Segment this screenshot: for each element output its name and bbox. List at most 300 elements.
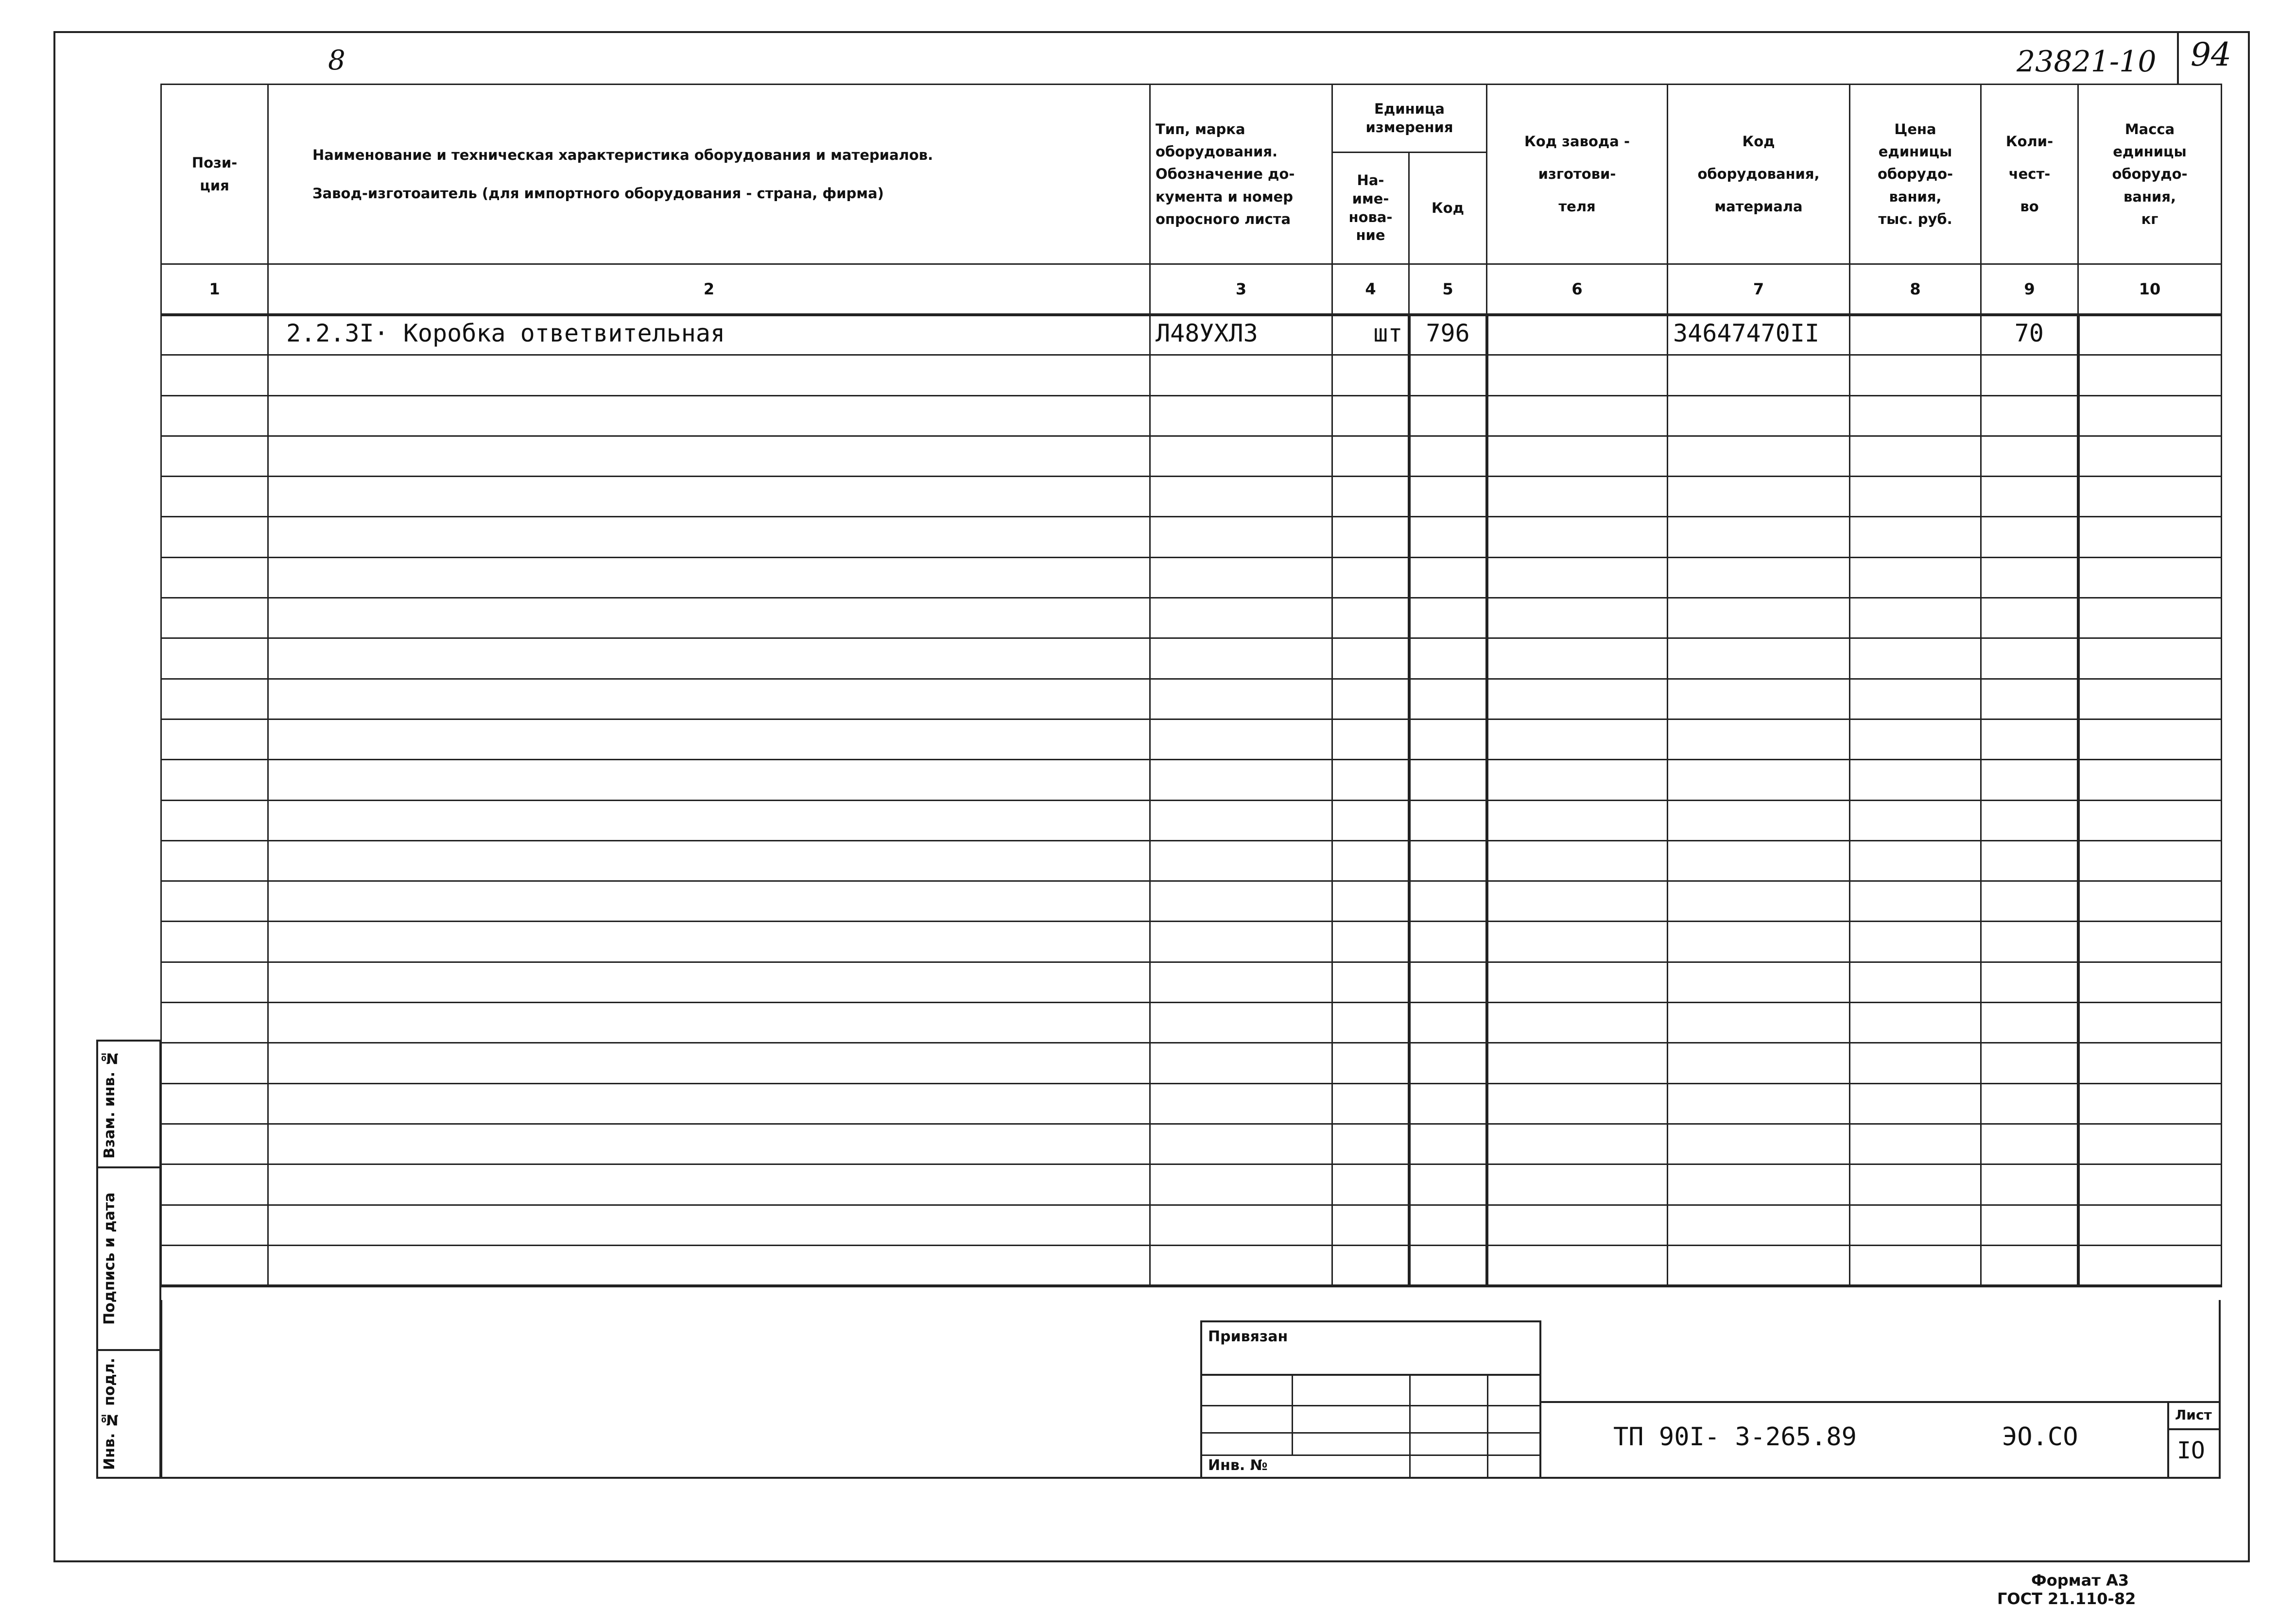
table-cell — [2078, 1083, 2222, 1124]
table-row — [161, 395, 2222, 436]
table-row — [161, 800, 2222, 840]
table-cell — [2078, 517, 2222, 557]
col-header-mass: Масса единицы оборудо- вания, кг — [2078, 85, 2222, 264]
col-header-unit-group: Единица измерения — [1332, 85, 1487, 153]
table-cell — [268, 598, 1150, 638]
table-cell — [1332, 1124, 1409, 1164]
table-row — [161, 436, 2222, 476]
table-cell — [1332, 800, 1409, 840]
sheet-label: Лист — [2175, 1407, 2212, 1423]
table-cell — [268, 1124, 1150, 1164]
table-cell — [2078, 477, 2222, 517]
table-cell — [1487, 719, 1668, 759]
table-cell — [1981, 719, 2078, 759]
table-cell — [1668, 1083, 1850, 1124]
cell-name: 2.2.3I· Коробка ответвительная — [268, 315, 1150, 355]
table-row — [161, 1124, 2222, 1164]
table-cell — [1668, 355, 1850, 395]
table-cell — [268, 800, 1150, 840]
table-cell — [1409, 800, 1487, 840]
table-cell — [1668, 840, 1850, 881]
table-cell — [161, 760, 268, 800]
table-cell — [268, 436, 1150, 476]
table-cell — [161, 436, 268, 476]
cell-unit-code: 796 — [1409, 315, 1487, 355]
table-cell — [1332, 1245, 1409, 1285]
table-cell — [161, 1043, 268, 1083]
table-cell — [161, 719, 268, 759]
table-cell — [268, 395, 1150, 436]
table-row — [161, 1083, 2222, 1124]
table-cell — [1150, 922, 1332, 962]
table-cell — [1981, 800, 2078, 840]
table-row — [161, 881, 2222, 922]
table-cell — [1668, 395, 1850, 436]
table-cell — [1409, 517, 1487, 557]
table-row — [161, 598, 2222, 638]
table-cell — [2078, 962, 2222, 1002]
table-cell — [1409, 679, 1487, 719]
table-cell — [1850, 477, 1981, 517]
table-cell — [1487, 436, 1668, 476]
table-cell — [268, 760, 1150, 800]
table-cell — [1981, 1003, 2078, 1043]
table-cell — [161, 922, 268, 962]
table-row — [161, 840, 2222, 881]
table-cell — [1150, 840, 1332, 881]
table-cell — [2078, 1124, 2222, 1164]
table-cell — [1668, 1205, 1850, 1245]
table-cell — [1850, 1083, 1981, 1124]
table-cell — [1409, 1205, 1487, 1245]
table-cell — [1487, 1164, 1668, 1205]
strip-replaced-inv-label: Взам. инв. № — [101, 1049, 118, 1159]
table-cell — [1409, 840, 1487, 881]
table-cell — [1668, 962, 1850, 1002]
page-number-handwritten: 8 — [328, 45, 345, 76]
table-cell — [1487, 962, 1668, 1002]
cell-price — [1850, 315, 1981, 355]
attached-stamp — [1200, 1320, 1541, 1479]
table-cell — [2078, 1043, 2222, 1083]
table-cell — [1850, 355, 1981, 395]
table-cell — [161, 881, 268, 922]
table-cell — [1668, 1245, 1850, 1285]
table-row — [161, 719, 2222, 759]
title-block-top-line — [1541, 1401, 2221, 1403]
table-cell — [1487, 355, 1668, 395]
table-cell — [1850, 638, 1981, 679]
table-cell — [161, 800, 268, 840]
table-cell — [1668, 517, 1850, 557]
table-cell — [2078, 719, 2222, 759]
table-row — [161, 922, 2222, 962]
table-cell — [1150, 719, 1332, 759]
table-cell — [2078, 598, 2222, 638]
table-cell — [1850, 679, 1981, 719]
table-cell — [1332, 922, 1409, 962]
table-cell — [1668, 800, 1850, 840]
section-code: ЭО.СО — [2002, 1422, 2078, 1452]
table-row — [161, 1164, 2222, 1205]
table-cell — [161, 517, 268, 557]
attached-label: Привязан — [1208, 1328, 1288, 1345]
table-cell — [1487, 1205, 1668, 1245]
table-cell — [1332, 1205, 1409, 1245]
table-cell — [1981, 881, 2078, 922]
table-cell — [1487, 1043, 1668, 1083]
table-cell — [1668, 679, 1850, 719]
table-row — [161, 477, 2222, 517]
table-cell — [1332, 517, 1409, 557]
table-cell — [161, 355, 268, 395]
table-cell — [1487, 1083, 1668, 1124]
col-num-1: 1 — [161, 264, 268, 315]
table-cell — [1850, 395, 1981, 436]
table-cell — [1409, 881, 1487, 922]
table-cell — [1150, 962, 1332, 1002]
table-cell — [1981, 1245, 2078, 1285]
table-cell — [161, 1164, 268, 1205]
table-cell — [2078, 436, 2222, 476]
table-cell — [1332, 477, 1409, 517]
table-cell — [1850, 1003, 1981, 1043]
table-cell — [1487, 598, 1668, 638]
table-cell — [1150, 1124, 1332, 1164]
table-cell — [161, 557, 268, 598]
table-cell — [1150, 1043, 1332, 1083]
table-cell — [268, 1245, 1150, 1285]
table-cell — [1981, 760, 2078, 800]
table-row — [161, 1245, 2222, 1285]
table-cell — [1668, 1164, 1850, 1205]
table-cell — [1668, 719, 1850, 759]
table-cell — [161, 1003, 268, 1043]
table-cell — [1150, 1164, 1332, 1205]
table-cell — [1409, 638, 1487, 679]
table-cell — [1487, 1003, 1668, 1043]
table-cell — [1332, 638, 1409, 679]
strip-original-inv-label: Инв. № подл. — [101, 1357, 118, 1471]
table-row — [161, 517, 2222, 557]
table-row — [161, 1205, 2222, 1245]
table-cell — [1981, 598, 2078, 638]
table-cell — [1409, 1245, 1487, 1285]
table-cell — [161, 638, 268, 679]
table-cell — [1409, 1124, 1487, 1164]
cell-equipment-code: 34647470II — [1668, 315, 1850, 355]
table-cell — [1409, 962, 1487, 1002]
table-cell — [1981, 557, 2078, 598]
table-cell — [1332, 840, 1409, 881]
cell-quantity: 70 — [1981, 315, 2078, 355]
col-num-4: 4 — [1332, 264, 1409, 315]
table-cell — [1332, 598, 1409, 638]
table-cell — [2078, 760, 2222, 800]
sheet-number-corner: 94 — [2191, 36, 2231, 73]
table-cell — [1409, 760, 1487, 800]
table-cell — [1668, 881, 1850, 922]
table-cell — [1332, 1164, 1409, 1205]
col-header-equipment-code: Код оборудования, материала — [1668, 85, 1850, 264]
table-cell — [1850, 557, 1981, 598]
table-cell — [1332, 760, 1409, 800]
table-cell — [2078, 1164, 2222, 1205]
table-cell — [1850, 1124, 1981, 1164]
table-cell — [1332, 962, 1409, 1002]
table-cell — [1487, 477, 1668, 517]
table-cell — [1981, 679, 2078, 719]
table-cell — [1981, 962, 2078, 1002]
table-cell — [2078, 395, 2222, 436]
table-cell — [1850, 1043, 1981, 1083]
table-cell — [1332, 1083, 1409, 1124]
table-cell — [268, 922, 1150, 962]
table-cell — [1409, 395, 1487, 436]
table-cell — [1850, 1245, 1981, 1285]
table-cell — [268, 477, 1150, 517]
table-cell — [1981, 1043, 2078, 1083]
specification-table — [160, 84, 2222, 1287]
table-cell — [268, 679, 1150, 719]
table-cell — [2078, 355, 2222, 395]
table-cell — [2078, 638, 2222, 679]
table-cell — [161, 962, 268, 1002]
table-cell — [1850, 881, 1981, 922]
table-cell — [268, 1205, 1150, 1245]
col-num-6: 6 — [1487, 264, 1668, 315]
table-cell — [1850, 1205, 1981, 1245]
strip-replaced-inv — [96, 1040, 161, 1168]
table-cell — [1409, 1083, 1487, 1124]
col-num-9: 9 — [1981, 264, 2078, 315]
document-code: ТП 90I- 3-265.89 — [1613, 1422, 1857, 1452]
table-cell — [1487, 1124, 1668, 1164]
table-cell — [268, 719, 1150, 759]
table-cell — [1981, 1124, 2078, 1164]
table-cell — [1150, 1205, 1332, 1245]
table-cell — [1150, 1245, 1332, 1285]
col-header-name: Наименование и техническая характеристика оборудования и материалов. Завод-изготоаитель (для импортного оборудования - страна, фирма) — [268, 85, 1150, 264]
table-cell — [1409, 1003, 1487, 1043]
table-cell — [1487, 557, 1668, 598]
standard-label: ГОСТ 21.110-82 — [1997, 1590, 2136, 1608]
table-cell — [1409, 355, 1487, 395]
table-cell — [1981, 436, 2078, 476]
inv-no-label: Инв. № — [1208, 1457, 1268, 1474]
table-cell — [1487, 840, 1668, 881]
format-label: Формат А3 — [2031, 1571, 2129, 1590]
archive-number: 23821-10 — [2017, 45, 2157, 79]
table-cell — [1981, 1205, 2078, 1245]
table-cell — [2078, 557, 2222, 598]
table-cell — [268, 638, 1150, 679]
column-number-row — [161, 264, 2222, 315]
table-cell — [268, 1083, 1150, 1124]
table-row — [161, 1043, 2222, 1083]
sheet-box — [2167, 1403, 2221, 1479]
table-cell — [1332, 1043, 1409, 1083]
table-cell — [1409, 436, 1487, 476]
table-cell — [1150, 355, 1332, 395]
table-cell — [268, 1003, 1150, 1043]
table-cell — [161, 1245, 268, 1285]
table-cell — [1150, 760, 1332, 800]
table-cell — [1409, 1164, 1487, 1205]
table-cell — [161, 598, 268, 638]
col-num-5: 5 — [1409, 264, 1487, 315]
table-cell — [1332, 557, 1409, 598]
table-cell — [1487, 760, 1668, 800]
table-cell — [161, 679, 268, 719]
table-row — [161, 557, 2222, 598]
table-cell — [2078, 922, 2222, 962]
table-cell — [1332, 395, 1409, 436]
table-cell — [1981, 1164, 2078, 1205]
table-cell — [161, 1083, 268, 1124]
table-cell — [1150, 638, 1332, 679]
table-cell — [1850, 436, 1981, 476]
table-row — [161, 315, 2222, 355]
table-cell — [1409, 719, 1487, 759]
table-cell — [1668, 922, 1850, 962]
table-cell — [1668, 760, 1850, 800]
table-cell — [1668, 1124, 1850, 1164]
table-cell — [1150, 598, 1332, 638]
table-cell — [1981, 922, 2078, 962]
table-cell — [1487, 922, 1668, 962]
table-cell — [268, 557, 1150, 598]
table-cell — [1981, 477, 2078, 517]
table-cell — [1981, 395, 2078, 436]
table-cell — [1150, 395, 1332, 436]
table-row — [161, 679, 2222, 719]
table-cell — [2078, 1003, 2222, 1043]
table-cell — [1850, 1164, 1981, 1205]
table-cell — [2078, 1245, 2222, 1285]
table-cell — [2078, 800, 2222, 840]
table-cell — [1150, 1083, 1332, 1124]
table-cell — [161, 1205, 268, 1245]
table-cell — [1409, 598, 1487, 638]
table-cell — [161, 1124, 268, 1164]
table-cell — [1850, 962, 1981, 1002]
table-cell — [268, 517, 1150, 557]
col-header-quantity: Коли- чест- во — [1981, 85, 2078, 264]
table-cell — [1981, 355, 2078, 395]
table-cell — [1668, 436, 1850, 476]
col-num-7: 7 — [1668, 264, 1850, 315]
table-cell — [1409, 557, 1487, 598]
table-cell — [1850, 719, 1981, 759]
table-cell — [1487, 800, 1668, 840]
table-cell — [1487, 881, 1668, 922]
table-cell — [268, 840, 1150, 881]
strip-signature-date-label: Подпись и дата — [101, 1192, 118, 1325]
table-cell — [1332, 436, 1409, 476]
empty-rows — [161, 355, 2222, 1286]
table-cell — [1981, 840, 2078, 881]
table-row — [161, 962, 2222, 1002]
col-num-2: 2 — [268, 264, 1150, 315]
table-row — [161, 638, 2222, 679]
cell-position — [161, 315, 268, 355]
col-header-price: Цена единицы оборудо- вания, тыс. руб. — [1850, 85, 1981, 264]
table-cell — [1850, 760, 1981, 800]
sheet-number-corner-box — [2177, 31, 2250, 85]
table-cell — [1668, 1043, 1850, 1083]
table-cell — [1150, 881, 1332, 922]
table-cell — [1332, 679, 1409, 719]
table-cell — [268, 962, 1150, 1002]
table-cell — [1850, 840, 1981, 881]
table-cell — [268, 1043, 1150, 1083]
table-cell — [1332, 355, 1409, 395]
table-cell — [1487, 679, 1668, 719]
table-cell — [268, 355, 1150, 395]
table-cell — [1150, 557, 1332, 598]
table-cell — [1487, 395, 1668, 436]
cell-type: Л48УХЛ3 — [1150, 315, 1332, 355]
table-cell — [161, 840, 268, 881]
col-num-10: 10 — [2078, 264, 2222, 315]
table-row — [161, 760, 2222, 800]
table-cell — [1850, 800, 1981, 840]
table-cell — [1150, 1003, 1332, 1043]
sheet-value: IO — [2177, 1437, 2205, 1464]
col-header-plant-code: Код завода - изготови- теля — [1487, 85, 1668, 264]
strip-original-inv — [96, 1349, 161, 1479]
col-header-position: Пози- ция — [161, 85, 268, 264]
col-num-3: 3 — [1150, 264, 1332, 315]
table-cell — [1668, 477, 1850, 517]
table-cell — [161, 395, 268, 436]
table-cell — [1668, 638, 1850, 679]
table-cell — [2078, 881, 2222, 922]
cell-mass — [2078, 315, 2222, 355]
table-cell — [1487, 1245, 1668, 1285]
table-cell — [1487, 638, 1668, 679]
table-cell — [1409, 477, 1487, 517]
table-cell — [2078, 679, 2222, 719]
table-cell — [1850, 922, 1981, 962]
col-num-8: 8 — [1850, 264, 1981, 315]
col-header-type: Тип, марка оборудования. Обозначение до- кумента и номер опросного листа — [1150, 85, 1332, 264]
table-row — [161, 1003, 2222, 1043]
table-cell — [1850, 517, 1981, 557]
table-cell — [1150, 517, 1332, 557]
table-cell — [1332, 1003, 1409, 1043]
table-cell — [1332, 881, 1409, 922]
table-cell — [1668, 598, 1850, 638]
table-cell — [1150, 800, 1332, 840]
table-cell — [1150, 679, 1332, 719]
table-cell — [268, 1164, 1150, 1205]
table-cell — [1150, 477, 1332, 517]
table-cell — [1150, 436, 1332, 476]
table-cell — [1332, 719, 1409, 759]
table-cell — [2078, 840, 2222, 881]
col-header-unit-code: Код — [1409, 153, 1487, 264]
strip-signature-date — [96, 1166, 161, 1351]
table-cell — [1668, 557, 1850, 598]
table-cell — [1409, 1043, 1487, 1083]
table-cell — [1850, 598, 1981, 638]
table-cell — [161, 477, 268, 517]
table-cell — [1981, 638, 2078, 679]
table-cell — [268, 881, 1150, 922]
cell-plant-code — [1487, 315, 1668, 355]
